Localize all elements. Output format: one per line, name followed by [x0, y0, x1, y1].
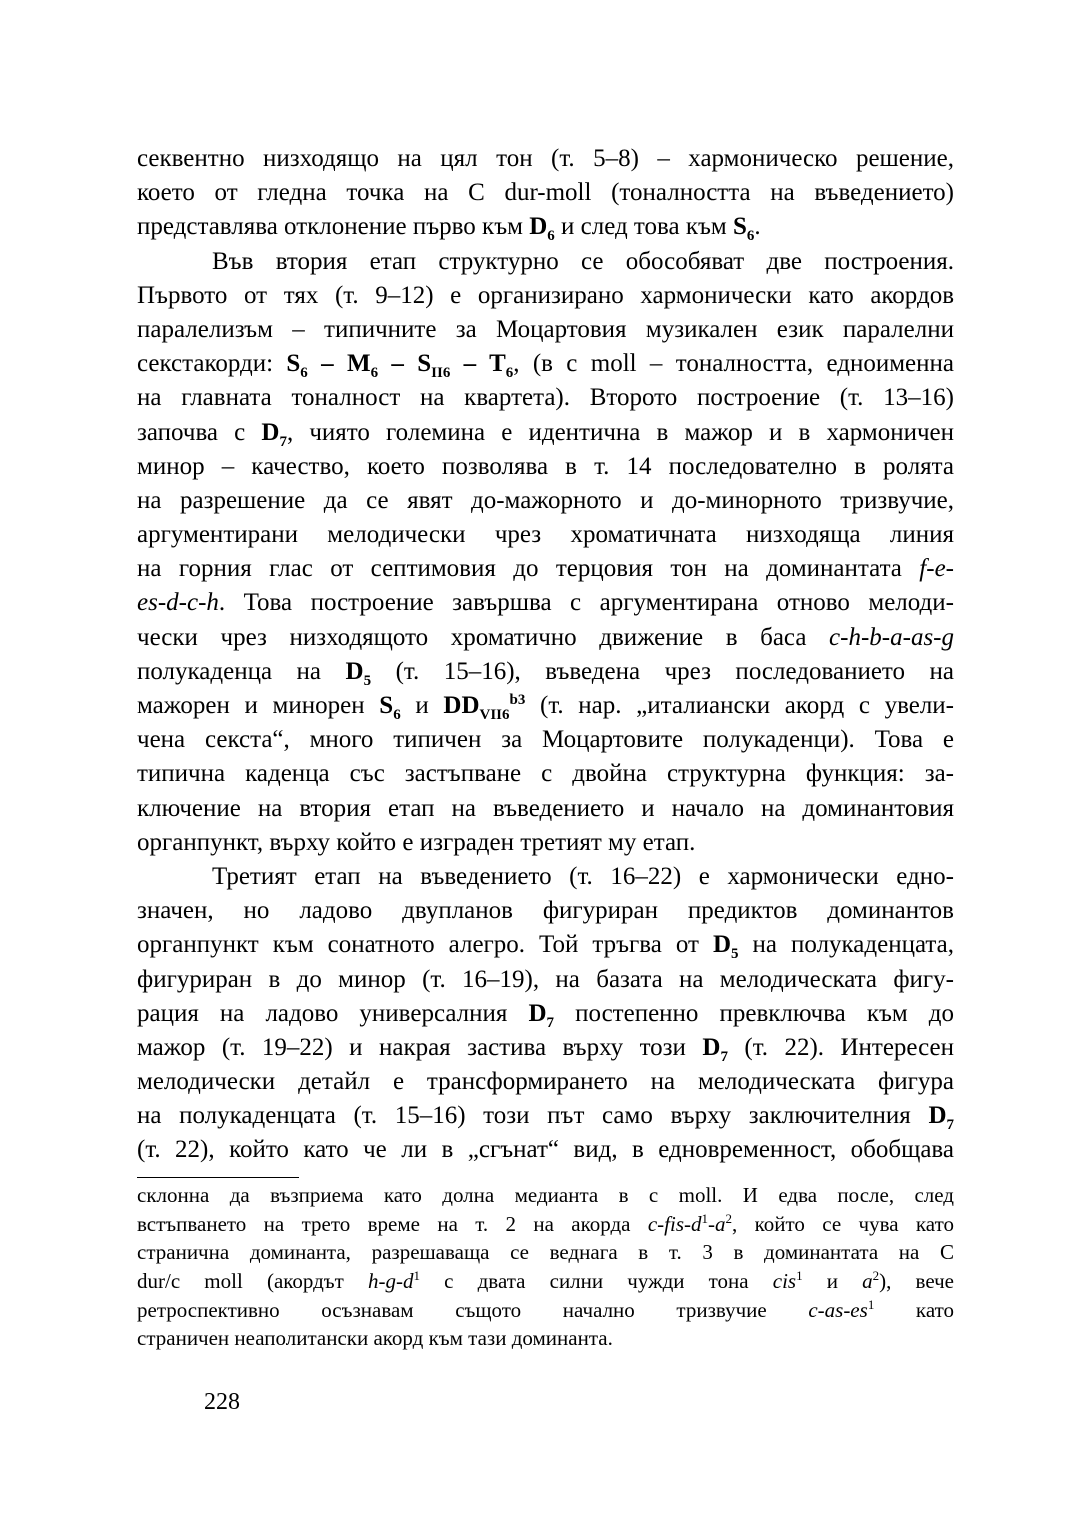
text-line: чески чрез низходящото хроматично движение в баса c-h-b-a-as-g: [137, 623, 954, 651]
text-line: започва с $D_7$, чиято големина е идентична в мажор и в хармоничен: [137, 418, 954, 450]
page-number: 228: [204, 1389, 240, 1415]
footnote-line: страничен неаполитански акорд към тази доминанта.: [137, 1326, 613, 1351]
main-text: [137, 142, 954, 1168]
footnote-line: dur/c moll (акордът $h-g-d^1$ с двата силни чужди тона cis$^1$ и $a^2$), вече: [137, 1268, 955, 1294]
footnote-line: склонна да възприема като долна медианта в c moll. И едва после, след: [137, 1183, 954, 1207]
text-line: типична каденца със застъпване с двойна структурна функция: за-: [137, 760, 954, 788]
text-line: което от гледна точка на C dur-moll (тоналността на въведението): [137, 179, 954, 207]
text-line: es-d-c-h. Това построение завършва с аргументирана отново мелоди-: [137, 589, 954, 617]
text-line: секвентно низходящо на цял тон (т. 5–8) – хармоническо решение,: [137, 145, 954, 172]
text-line: органпункт, върху който е изграден третият му етап.: [137, 828, 696, 856]
text-line: секстакорди: $S_6 - M_6 - S_{II6} - T_6$, (в c moll – тоналността, едноименна: [137, 350, 954, 382]
text-line: мажор (т. 19–22) и накрая застива върху този $D_7$ (т. 22). Интересен: [137, 1033, 955, 1065]
text-line: аргументирани мелодически чрез хроматичната низходяща линия: [137, 521, 954, 549]
text-line: (т. 22), който като че ли в „сгънат“ вид, в едновременност, обобщава: [137, 1136, 954, 1164]
text-line: представлява отклонение първо към $D_6$ и след това към $S_6$.: [137, 213, 761, 245]
footnote-line: встъпването на трето време на т. 2 на акорда $c-fis-d^1-a^2$, който се чува като: [137, 1210, 954, 1236]
footnote-line: ретроспективно осъзнавам същото начално тризвучие $c-as-es^1$ като: [137, 1296, 954, 1322]
text-line: на полукаденцата (т. 15–16) този път само върху заключителния $D_7$: [137, 1102, 954, 1134]
text-line: органпункт към сонатното алегро. Той тръгва от $D_5$ на полукаденцата,: [137, 931, 955, 963]
footnote: [137, 1181, 954, 1353]
text-line: значен, но ладово двупланов фигуриран предиктов доминантов: [137, 897, 954, 925]
paragraph-start: Във втория етап структурно се обособяват две построения.: [212, 247, 954, 275]
text-line: рация на ладово универсалния $D_7$ постепенно превключва към до: [137, 999, 954, 1031]
text-line: мелодически детайл е трансформирането на мелодическата фигура: [137, 1068, 954, 1096]
text-line: мажорен и минорен $S_6$ и $DD_{VII6}^{b3}$ (т. нар. „италиански акорд с увели-: [137, 692, 954, 723]
footnote-separator: [137, 1177, 299, 1178]
text-line: чена секста“, много типичен за Моцартовите полукаденци). Това е: [137, 726, 954, 754]
text-line: полукаденца на $D_5$ (т. 15–16), въведена чрез последованието на: [137, 657, 954, 689]
paragraph-start: Третият етап на въведението (т. 16–22) е хармонически едно-: [212, 862, 954, 890]
text-line: на горния глас от септимовия до терцовия тон на доминантата f-e-: [137, 555, 954, 583]
text-line: ключение на втория етап на въведението и начало на доминантовия: [137, 794, 954, 822]
text-line: минор – качество, което позволява в т. 14 последователно в ролята: [137, 452, 954, 480]
text-line: Първото от тях (т. 9–12) е организирано хармонически като акордов: [137, 281, 954, 309]
text-line: на главната тоналност на квартета). Второто построение (т. 13–16): [137, 384, 954, 412]
text-line: фигуриран в до минор (т. 16–19), на базата на мелодическата фигу-: [137, 965, 954, 993]
text-line: паралелизъм – типичните за Моцартовия музикален език паралелни: [137, 315, 954, 343]
footnote-line: странична доминанта, разрешаваща се веднага в т. 3 в доминантата на C: [137, 1240, 954, 1265]
text-line: на разрешение да се явят до-мажорното и до-минорното тризвучие,: [137, 486, 954, 514]
